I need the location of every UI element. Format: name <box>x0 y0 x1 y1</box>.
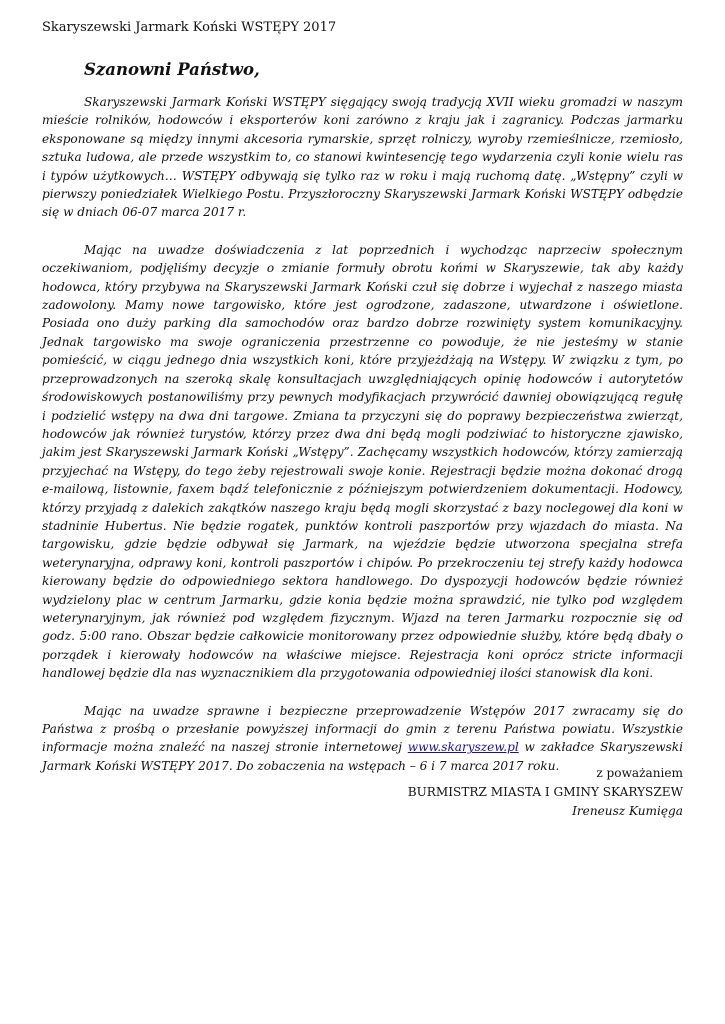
signature-name: Ireneusz Kumięga <box>572 804 683 818</box>
signature-position: BURMISTRZ MIASTA I GMINY SKARYSZEW <box>407 785 683 799</box>
signature-closing: z poważaniem <box>596 766 683 780</box>
paragraph-intro: Skaryszewski Jarmark Koński WSTĘPY sięgający swoją tradycją XVII wieku gromadzi w naszym mieście rolników, hodowców i eksporterów koni zarówno z kraju jak i zagranicy. Podczas jarmarku eksponowane są między innymi akcesoria rymarskie, sprzęt rolniczy, wyroby rzemieślnicze, rzemiosło, sztuka ludowa, ale przede wszystkim to, co stanowi kwintesencję tego wydarzenia czyli konie wielu ras i typów użytkowych… WSTĘPY odbywają się tylko raz w roku i mają ruchomą datę. „Wstępny” czyli w pierwszy poniedziałek Wielkiego Postu. Przyszłoroczny Skaryszewski Jarmark Koński WSTĘPY odbędzie się w dniach 06-07 marca 2017 r. <box>42 95 683 220</box>
greeting: Szanowni Państwo, <box>84 60 260 79</box>
paragraph-text-before-link: Mając na uwadze sprawne i bezpieczne przeprowadzenie Wstępów 2017 zwracamy się do Państwa z prośbą o przesłanie powyższej informacji do gmin z terenu Państwa powiatu. Wszystkie informacje można znaleźć na naszej stronie internetowej <box>42 703 683 755</box>
signature-block <box>408 764 683 821</box>
letter-body <box>42 60 683 794</box>
paragraph-text-after-link: w zakładce Skaryszewski Jarmark Koński WSTĘPY 2017. Do zobaczenia na wstępach – 6 i 7 marca 2017 roku. <box>42 740 683 773</box>
website-link[interactable]: www.skaryszew.pl <box>407 740 519 755</box>
document-header: Skaryszewski Jarmark Koński WSTĘPY 2017 <box>42 20 337 35</box>
paragraph-organization: Mając na uwadze doświadczenia z lat poprzednich i wychodząc naprzeciw społecznym oczekiwaniom, podjęliśmy decyzje o zmianie formuły obrotu końmi w Skaryszewie, tak aby każdy hodowca, który przybywa na Skaryszewski Jarmark Koński czuł się dobrze i wyjechał z naszego miasta zadowolony. Mamy nowe targowisko, które jest ogrodzone, zadaszone, utwardzone i oświetlone. Posiada ono duży parking dla samochodów oraz bardzo dobrze rozwinięty system komunikacyjny. Jednak targowisko ma swoje ograniczenia przestrzenne co powoduje, że nie jesteśmy w stanie pomieścić, w ciągu jednego dnia wszystkich koni, które przyjeżdżają na Wstępy. W związku z tym, po przeprowadzonych na szeroką skalę konsultacjach uwzględniających opinię hodowców i autorytetów środowiskowych postanowiliśmy przy pewnych modyfikacjach przywrócić dawniej obowiązującą regułę i podzielić wstępy na dwa dni targowe. Zmiana ta przyczyni się do poprawy bezpieczeństwa zwierząt, hodowców jak również turystów, którzy przez dwa dni będą mogli podziwiać to historyczne zjawisko, jakim jest Skaryszewski Jarmark Koński „Wstępy”. Zachęcamy wszystkich hodowców, którzy zamierzają przyjechać na Wstępy, do tego żeby rejestrowali swoje konie. Rejestracji będzie można dokonać drogą e-mailową, listownie, faxem bądź telefonicznie z późniejszym potwierdzeniem dokumentacji. Hodowcy, którzy przyjadą z dalekich zakątków naszego kraju będą mogli skorzystać z bazy noclegowej dla koni w stadninie Hubertus. Nie będzie rogatek, punktów kontroli paszportów przy wjazdach do miasta. Na targowisku, gdzie będzie odbywał się Jarmark, na wjeździe będzie utworzona specjalna strefa weterynaryjna, odprawy koni, kontroli paszportów i chipów. Po przekroczeniu tej strefy każdy hodowca kierowany będzie do odpowiedniego sektora handlowego. Do dyspozycji hodowców będzie również wydzielony plac w centrum Jarmarku, gdzie konia będzie można sprawdzić, nie tylko pod względem weterynaryjnym, jak również pod względem fizycznym. Wjazd na teren Jarmarku rozpocznie się od godz. 5:00 rano. Obszar będzie całkowicie monitorowany przez odpowiednie służby, które będą dbały o porządek i kierowały hodowców na właściwe miejsce. Rejestracja koni oprócz stricte informacji handlowej będzie dla nas wyznacznikiem dla przygotowania odpowiedniej ilości stanowisk dla koni. <box>42 242 683 681</box>
